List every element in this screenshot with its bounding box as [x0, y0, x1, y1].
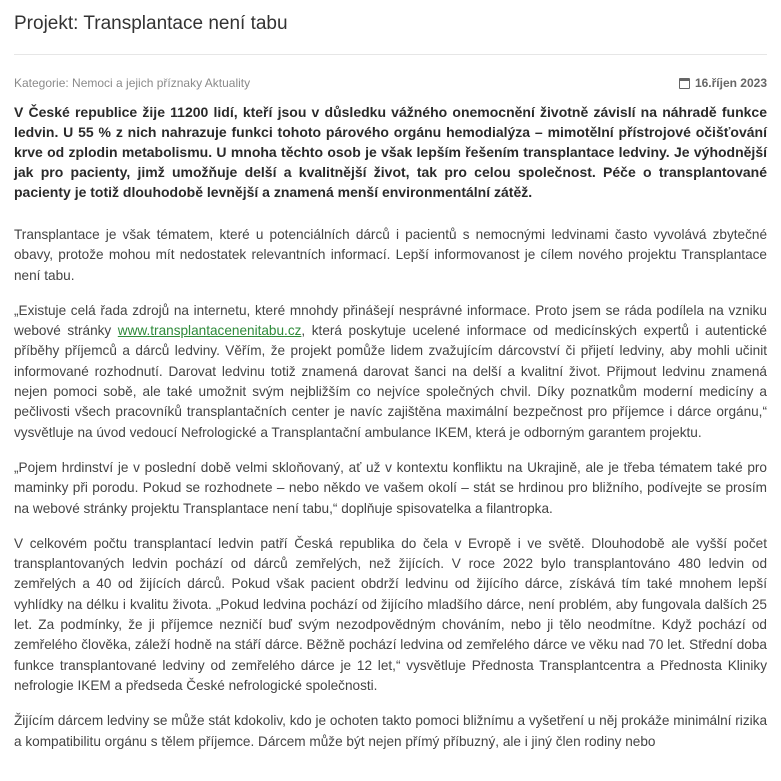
category-label: Kategorie: Nemoci a jejich příznaky Aktuality: [14, 76, 251, 90]
article-lead: V České republice žije 11200 lidí, kteří jsou v důsledku vážného onemocnění životně závislí na náhradě funkce ledvin. U 55 % z nich nahrazuje funkci tohoto párového orgánu hemodialýza – mimotělní přístrojové očišťování krve od zplodin metabolismu. U mnoha těchto osob je však lepším řešením transplantace ledviny. Je výhodnější jak pro pacienty, jimž umožňuje delší a kvalitnější život, tak pro celou společnost. Péče o transplantované pacienty je totiž dlouhodobě levnější a znamená menší environmentální zátěž.: [14, 104, 767, 200]
page-title: Projekt: Transplantace není tabu: [14, 13, 288, 34]
paragraph-4: V celkovém počtu transplantací ledvin patří Česká republika do čela v Evropě i ve světě. Dlouhodobě ale vyšší počet transplantovaných ledvin pochází od dárců zemřelých, než žijících. V roce 2022 bylo transplantováno 480 ledvin od zemřelých a 40 od žijících dárců. Pokud však pacient obdrží ledvinu od žijícího dárce, získává tím také mnohem lepší vyhlídky na délku i kvalitu života. „Pokud ledvina pochází od žijícího mladšího dárce, není problém, aby fungovala dalších 25 let. Za podmínky, že ji příjemce nezničí buď svým nezodpovědným chováním, nebo ji tělo neodmítne. Když pochází od zemřelého člověka, záleží hodně na stáří dárce. Běžně pochází ledvina od zemřelého dárce ve věku nad 70 let. Střední doba funkce transplantované ledviny od zemřelého dárce je 12 let,“ vysvětluje Přednosta Transplantcentra a Přednosta Kliniky nefrologie IKEM a předseda České nefrologické společnosti.: [14, 535, 767, 693]
paragraph-2: [14, 301, 767, 443]
title-divider: [14, 54, 767, 55]
website-link[interactable]: www.transplantacenenitabu.cz: [117, 323, 302, 339]
calendar-icon: [679, 78, 690, 89]
paragraph-1: Transplantace je však tématem, které u potenciálních dárců i pacientů s nemocnými ledvinami často vyvolává zbytečné obavy, protože mohou mít nedostatek relevantních informací. Lepší informovanost je cílem nového projektu Transplantace není tabu.: [14, 227, 767, 283]
article-meta: [14, 76, 767, 90]
date-block: [679, 76, 767, 90]
paragraph-5: Žijícím dárcem ledviny se může stát kdokoliv, kdo je ochoten takto pomoci bližnímu a vyšetření u něj prokáže minimální rizika a kompatibilitu orgánu s tělem příjemce. Dárcem může být nejen přímý příbuzný, ale i jiný člen rodiny nebo: [14, 713, 767, 749]
publish-date: 16.říjen 2023: [694, 76, 767, 90]
paragraph-3: „Pojem hrdinství je v poslední době velmi skloňovaný, ať už v kontextu konfliktu na Ukrajině, ale je třeba tématem také pro maminky při porodu. Pokud se rozhodnete – nebo někdo ve vašem okolí – stát se hrdinou pro bližního, podívejte se prosím na webové stránky projektu Transplantace není tabu,“ doplňuje spisovatelka a filantropka.: [14, 459, 767, 516]
paragraph-2-text-a: „Existuje celá řada zdrojů na internetu, které mnohdy přinášejí nesprávné informace. Proto jsem se ráda podílela na vzniku webové stránky: [14, 302, 767, 339]
paragraph-2-text-b: , která poskytuje ucelené informace od medicínských expertů i autentické příběhy příjemců a dárců ledviny. Věřím, že projekt pomůže lidem zvažujícím dárcovství či přijetí ledviny, aby mohli učinit informované rozhodnutí. Darovat ledvinu totiž znamená darovat šanci na delší a kvalitní život. Přijmout ledvinu znamená nejen pomoci sobě, ale také umožnit svým nejbližším co nejvíce společných chvil. Díky poznatkům moderní medicíny a pečlivosti všech pracovníků transplantačních center je navíc zajištěna maximální bezpečnost pro příjemce i dárce orgánu,“ vysvětluje na úvod vedoucí Nefrologické a Transplantační ambulance IKEM, která je odborným garantem projektu.: [14, 323, 767, 440]
